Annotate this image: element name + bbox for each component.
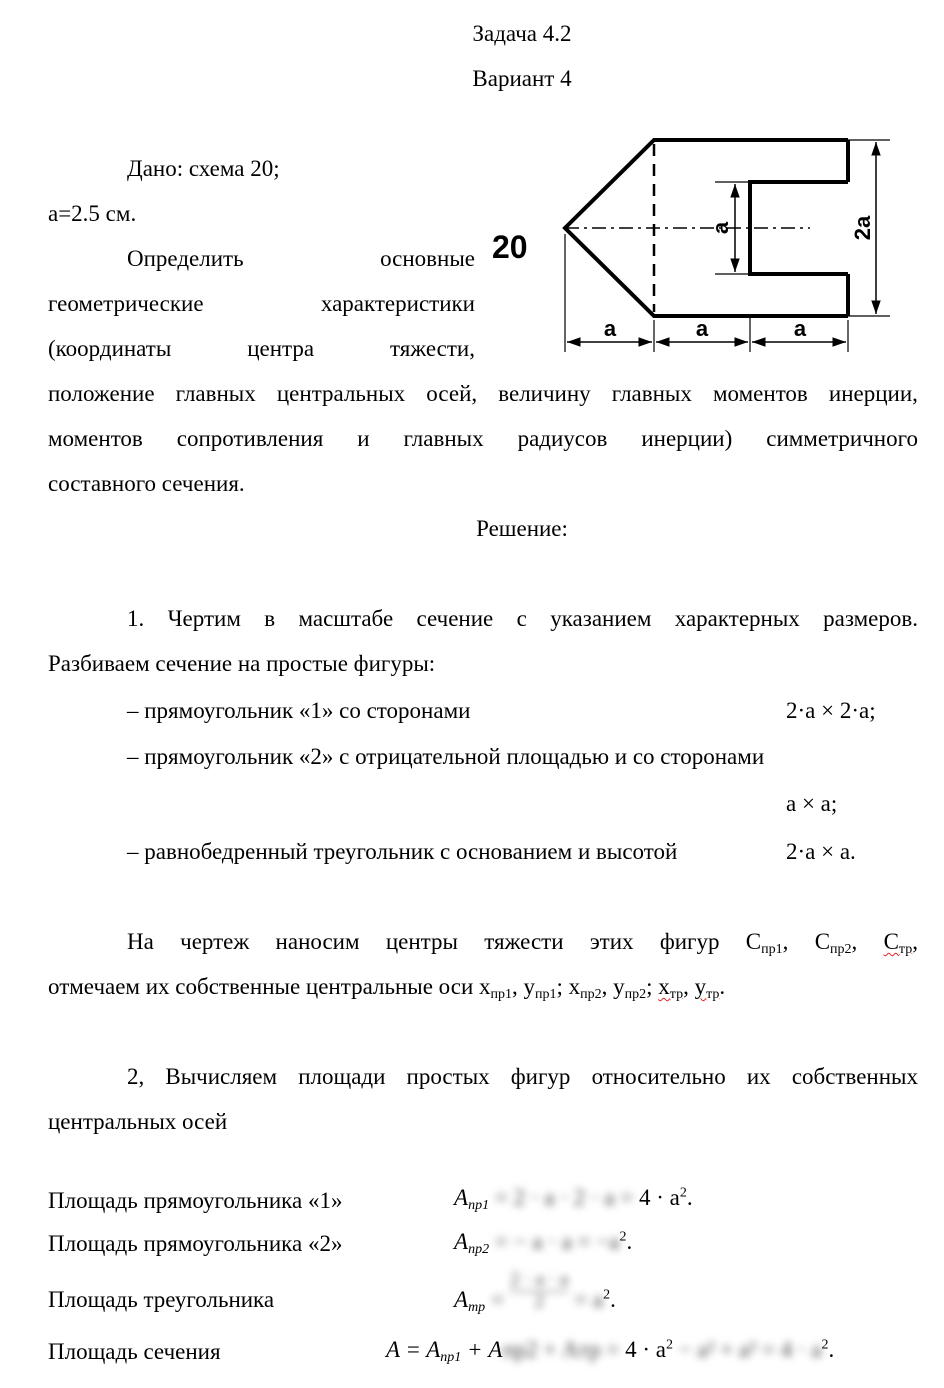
- word: наносим: [275, 929, 360, 954]
- dim-label-a: a: [793, 316, 807, 341]
- axes-line: отмечаем их собственные центральные оси $x_{пр1}$, $y_{пр1}$; $x_{пр2}$, $y_{пр2}$; $x_{тр}$, $y_{тр}$.: [48, 974, 726, 1002]
- word: площади: [298, 1064, 386, 1089]
- word: положение: [48, 381, 155, 406]
- blurred-fraction: $\frac{2 \cdot a \cdot a}{2}$: [510, 1269, 569, 1313]
- word: величину: [498, 381, 591, 406]
- word: моментов: [48, 426, 143, 451]
- word: центральных: [276, 381, 406, 406]
- area2-label: Площадь прямоугольника «2»: [48, 1231, 343, 1256]
- define-line: [127, 245, 475, 273]
- word: симметричного: [766, 426, 918, 451]
- scheme-number: 20: [492, 229, 528, 265]
- word: Вычисляем: [165, 1064, 278, 1089]
- area3-label: Площадь треугольника: [48, 1287, 275, 1312]
- center-3: $C_{тр}$,: [883, 929, 918, 957]
- word: центры: [385, 929, 458, 954]
- center-1: $C_{пр1}$,: [745, 929, 789, 957]
- word: относительно: [591, 1064, 726, 1089]
- word: Определить: [127, 246, 244, 271]
- word: центра: [247, 336, 315, 361]
- word: 2,: [127, 1064, 145, 1089]
- centers-line: [127, 928, 918, 956]
- word: тяжести,: [389, 336, 475, 361]
- word: 1.: [127, 606, 145, 631]
- word: характерных: [674, 606, 800, 631]
- word: чертеж: [180, 929, 250, 954]
- word: собственных: [791, 1064, 918, 1089]
- dim-label-a: a: [695, 316, 709, 341]
- word: этих: [589, 929, 634, 954]
- word: сечение: [416, 606, 494, 631]
- cont-line1: [48, 380, 918, 408]
- step1-line1: [127, 605, 918, 633]
- word: сопротивления: [176, 426, 324, 451]
- area1-label: Площадь прямоугольника «1»: [48, 1188, 343, 1213]
- word: (координаты: [48, 336, 172, 361]
- word: тяжести: [484, 929, 564, 954]
- center-2: $C_{пр2}$,: [814, 929, 858, 957]
- word: инерции): [641, 426, 733, 451]
- word: масштабе: [298, 606, 394, 631]
- word: размеров.: [823, 606, 918, 631]
- word: фигур: [510, 1064, 571, 1089]
- word: главных: [175, 381, 256, 406]
- geom-line: [48, 290, 475, 318]
- cont-line3: составного сечения.: [48, 471, 245, 496]
- word: главных: [611, 381, 692, 406]
- word: указанием: [550, 606, 652, 631]
- area3-formula: $A_{тр}$ = $\frac{2 \cdot a \cdot a}{2}$ = $a^2$.: [454, 1269, 616, 1315]
- area1-formula: $A_{пр1} = 2 \cdot a \cdot 2 \cdot a = 4 \cdot a^2$.: [454, 1185, 693, 1213]
- step2-line1: [127, 1063, 918, 1091]
- word: моментов: [713, 381, 808, 406]
- variant-title: Вариант 4: [472, 66, 572, 91]
- word: в: [264, 606, 276, 631]
- given-line2: a=2.5 см.: [48, 201, 137, 226]
- word: радиусов: [517, 426, 608, 451]
- word: простых: [406, 1064, 490, 1089]
- item1-text: – прямоугольник «1» со сторонами: [127, 698, 471, 723]
- dim-label-2a: 2a: [850, 215, 875, 241]
- area-total-formula: $A = A_{пр1} + Aпр2$ + Aтр = $4 \cdot a^2 - a^2 + a^2 = 4 \cdot a^2$.: [386, 1337, 835, 1365]
- task-title: Задача 4.2: [472, 21, 572, 46]
- dim-label-a-vertical: a: [708, 221, 733, 235]
- blurred-expression: пр2 + Aтр =: [502, 1337, 620, 1362]
- word: инерции,: [828, 381, 918, 406]
- item3-text: – равнобедренный треугольник с основанием и высотой: [127, 839, 678, 864]
- word: и: [357, 426, 370, 451]
- item1-dim: 2·a × 2·a;: [786, 698, 876, 723]
- blurred-expression: = 2 · a · 2 · a =: [494, 1185, 634, 1210]
- step1-line2: Разбиваем сечение на простые фигуры:: [48, 651, 436, 676]
- word: геометрические: [48, 291, 204, 316]
- word: характеристики: [320, 291, 475, 316]
- area2-formula: $A_{пр2}$ = − $a \cdot a = -a^2$.: [454, 1229, 633, 1257]
- word: На: [127, 929, 154, 954]
- blurred-expression: − a² + a² = 4 · a: [678, 1337, 822, 1362]
- word: основные: [380, 246, 475, 271]
- item2-text: – прямоугольник «2» с отрицательной площадью и со сторонами: [127, 744, 765, 769]
- word: Чертим: [167, 606, 241, 631]
- word: с: [516, 606, 527, 631]
- step2-line2: центральных осей: [48, 1109, 228, 1134]
- word: главных: [403, 426, 484, 451]
- given-line1: Дано: схема 20;: [127, 156, 280, 181]
- coord-line: [48, 335, 475, 363]
- word: осей,: [426, 381, 478, 406]
- solution-title: Решение:: [476, 516, 568, 541]
- blurred-expression: =: [491, 1287, 505, 1312]
- word: их: [746, 1064, 771, 1089]
- item2-dim: a × a;: [786, 791, 838, 816]
- blurred-expression: = − a · a = −a: [494, 1229, 620, 1254]
- word: фигур: [659, 929, 720, 954]
- cont-line2: [48, 425, 918, 453]
- item3-dim: 2·a × a.: [786, 839, 856, 864]
- area-total-label: Площадь сечения: [48, 1339, 221, 1364]
- dim-label-a: a: [603, 316, 617, 341]
- section-scheme-figure: [480, 130, 900, 360]
